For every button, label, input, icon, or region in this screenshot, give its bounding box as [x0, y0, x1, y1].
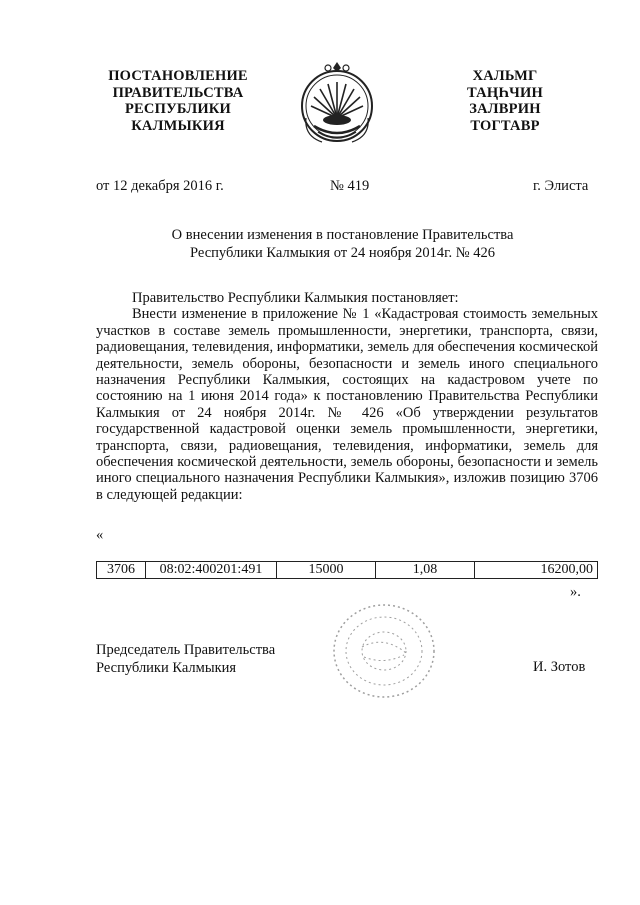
body-paragraph: Правительство Республики Калмыкия постановляет: [132, 290, 459, 306]
table-cell: 3706 [97, 562, 146, 579]
document-subject [90, 226, 595, 262]
kalmykia-emblem-icon [298, 56, 376, 152]
header-right-line: ЗАЛВРИН [469, 101, 541, 117]
quote-close: ». [570, 584, 581, 600]
subject-line: О внесении изменения в постановление Правительства [171, 227, 514, 243]
header-left-line: ПРАВИТЕЛЬСТВА [112, 84, 244, 101]
signer-title [96, 641, 275, 677]
table-cell: 16200,00 [475, 562, 598, 579]
subject-line: Республики Калмыкия от 24 ноября 2014г. № 426 [190, 245, 495, 261]
official-seal-stamp-icon [322, 595, 442, 705]
document-number: № 419 [330, 178, 370, 194]
quote-open: « [96, 527, 104, 543]
header-right-line: ТАҢҺЧИН [467, 84, 543, 101]
position-table [96, 561, 598, 579]
header-left-line: ПОСТАНОВЛЕНИЕ [108, 68, 248, 84]
header-right-line: ХАЛЬМГ [472, 68, 538, 84]
signer-name: И. Зотов [533, 659, 586, 675]
table-cell: 08:02:400201:491 [146, 562, 277, 579]
table-row [97, 562, 598, 579]
header-left-line: КАЛМЫКИЯ [131, 117, 225, 134]
header-right-title [440, 68, 570, 134]
document-body [96, 290, 598, 503]
table-cell: 1,08 [376, 562, 475, 579]
header-left-line: РЕСПУБЛИКИ [124, 101, 232, 117]
signer-title-line: Председатель Правительства [96, 642, 276, 658]
document-city: г. Элиста [533, 178, 589, 194]
header-right-line: ТОГТАВР [470, 117, 540, 134]
signer-title-line: Республики Калмыкия [96, 660, 237, 676]
body-paragraph: Внести изменение в приложение № 1 «Кадастровая стоимость земельных участков в составе земель промышленности, энергетики, транспорта, связи, радиовещания, телевидения, информатики, земель для обеспечения космической деятельности, земель обороны, безопасности и земель иного специального назначения Республики Калмыкия, состоящих на кадастровом учете по состоянию на 1 июня 2014 года» к постановлению Правительства Республики Калмыкия от 24 ноября 2014г. № 426 «Об утверждении результатов государственной кадастровой оценки земель промышленности, энергетики, транспорта, связи, радиовещания, телевидения, информатики, земель для обеспечения космической деятельности, земель обороны, безопасности и земель иного специального назначения Республики Калмыкия», изложив позицию 3706 в следующей редакции: [96, 306, 598, 503]
document-date: от 12 декабря 2016 г. [96, 178, 224, 194]
table-cell: 15000 [277, 562, 376, 579]
header-left-title [88, 68, 268, 134]
